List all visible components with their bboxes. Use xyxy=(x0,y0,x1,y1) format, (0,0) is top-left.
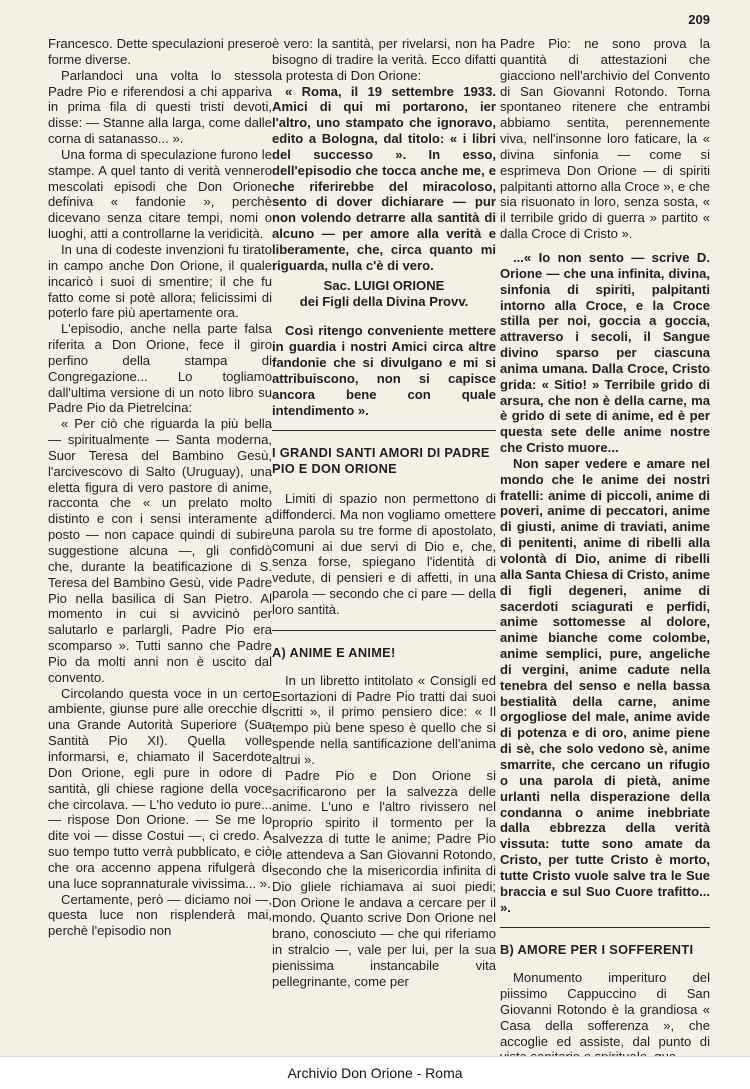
archive-footer: Archivio Don Orione - Roma xyxy=(0,1056,750,1089)
paragraph: Circolando questa voce in un certo ambiente, giunse pure alle orecchie di una Grande Autorità Superiore (Sua Santità Pio XI). Quella volle informarsi, e, chiamato il Sacerdote Don Orione, egli pure in odore di santità, gli chiese ragione della voce che circolava. — L'ho veduto io pure... — rispose Don Orione. — Se me lo dite voi — disse Costui —, ci credo. A suo tempo tutto verrà pubblicato, e ciò che ora accenno appena rifulgerà di una luce soprannaturale vivissima... ». xyxy=(48,685,272,891)
divider xyxy=(500,927,710,928)
text-column-1 xyxy=(48,36,272,939)
paragraph: L'episodio, anche nella parte falsa riferita a Don Orione, fece il giro perfino della stampa di Congregazione... Lo togliamo dall'ultima versione di un noto libro su Padre Pio da Pietrelcina: xyxy=(48,321,272,416)
paragraph: Certamente, però — diciamo noi —, questa luce non risplenderà mai, perchè l'episodio non xyxy=(48,891,272,939)
paragraph: Una forma di speculazione furono le stampe. A quel tanto di verità vennero mescolati episodi che Don Orione definiva « fandonie », perchè dicevano senza citare tempi, nomi o luoghi, atti a controllarne la veridicità. xyxy=(48,146,272,242)
orione-quote: ...« Io non sento — scrive D. Orione — che una infinita, divina, sinfonia di spiriti, palpitanti intorno alla Croce, e la Croce stilla per noi, goccia a goccia, attraverso i secoli, il Sangue divino sparso per ciascuna anima umana. Dalla Croce, Cristo grida: « Sitio! » Terribile grido di arsura, che non è della carne, ma è grido di sete di anime, ed è per questa sete delle anime nostre che Cristo muore... xyxy=(500,249,710,456)
paragraph: In una di codeste invenzioni fu tirato in campo anche Don Orione, il quale incaricò i suoi di smentire; il che fu fatto come si potè allora; felicissimi di poterlo fare più apertamente ora. xyxy=(48,241,272,321)
paragraph: Padre Pio: ne sono prova la quantità di attestazioni che giacciono nell'archivio del Convento di San Giovanni Rotondo. Torna spontaneo ritenere che entrambi abbiamo sentita, perennemente viva, nell'insonne loro faticare, la « divina sinfonia — come si esprimeva Don Orione — di spiriti palpitanti attorno alla Croce », e che sia risuonato in loro, senza sosta, « il terribile grido di guerra » partito « dalla Croce di Cristo ». xyxy=(500,36,710,242)
protest-letter: « Roma, il 19 settembre 1933. Amici di qui mi portarono, ier l'altro, uno stampato che ignoravo, edito a Bologna, dal titolo: « i libri del successo ». In esso, dell'episodio che tocca anche me, e che riferirebbe del miracoloso, sento di dover dichiarare — pur non volendo detrarre alla santità di alcuno — per amore alla verità e liberamente, che, circa quanto mi riguarda, nulla c'è di vero. xyxy=(272,83,496,273)
text-column-2 xyxy=(272,36,496,990)
paragraph: Limiti di spazio non permettono di diffonderci. Ma non vogliamo omettere una parola su tre forme di apostolato, comuni ai due servi di Dio e, che, senza forse, spiegano l'identità di vedute, di pensieri e di affetti, in una parola — secondo che ci pare — della loro santità. xyxy=(272,491,496,617)
protest-letter-end: Così ritengo conveniente mettere in guardia i nostri Amici circa altre fandonie che si divulgano e mi si attribuiscono, non si capisce ancora bene con quale intendimento ». xyxy=(272,323,496,418)
paragraph: In un libretto intitolato « Consigli ed Esortazioni di Padre Pio tratti dai suoi scritti », il primo pensiero dice: « Il tempo più bene speso è quello che si spende nella santificazione dell'anima altrui ». xyxy=(272,672,496,767)
text-column-3 xyxy=(500,36,710,1081)
signature-org: dei Figli della Divina Provv. xyxy=(299,293,469,309)
orione-quote: Non saper vedere e amare nel mondo che le anime dei nostri fratelli: anime di piccoli, anime di poveri, anime di peccatori, anime di giusti, anime di traviati, anime di penitenti, anime di ribelli alla volontà di Dio, anime di ribelli alla Santa Chiesa di Cristo, anime di figli degeneri, anime di sacerdoti sciagurati e perfidi, anime sottomesse al dolore, anime bianche come colombe, anime semplici, pure, angeliche di vergini, anime cadute nella tenebra del senso e nella bassa bestialità della carne, anime orgogliose del male, anime avide di potenza e di oro, anime piene di sè, che solo vedono sè, anime smarrite, che cercano un rifugio o una parola di pietà, anime urlanti nella disperazione della condanna o anime inebbriate dalla ebbrezza della verità vissuta: tutte sono amate da Cristo, per tutte Cristo è morto, tutte Cristo vuole salve tra le Sue braccia e sul Suo Cuore trafitto... ». xyxy=(500,455,710,915)
paragraph: Monumento imperituro del piissimo Cappuccino di San Giovanni Rotondo è la grandiosa « Casa della sofferenza », che accoglie ed assiste, dal punto di xyxy=(500,970,710,1049)
section-heading: A) ANIME E ANIME! xyxy=(272,644,396,660)
paragraph: è vero: la santità, per rivelarsi, non ha bisogno di tradire la verità. Ecco difatti la protesta di Don Orione: xyxy=(272,36,496,83)
page-number: 209 xyxy=(688,12,710,27)
divider xyxy=(272,630,496,631)
signature-name: Sac. LUIGI ORIONE xyxy=(323,277,445,293)
paragraph: Padre Pio e Don Orione si sacrificarono per la salvezza delle anime. L'uno e l'altro rivissero nel proprio spirito il tormento per la salvezza di tutte le anime; Padre Pio le attendeva a San Giovanni Rotondo, secondo che la misericordia infinita di Dio gliele richiamava ai suoi piedi; Don Orione le andava a cercare per il mondo. Quanto scrive Don Orione nel brano, conosciuto — che qui riferiamo in stralcio —, vale per lui, per la sua pienissima instancabile vita pellegrinante, come per xyxy=(272,767,496,989)
section-heading: B) AMORE PER I SOFFERENTI xyxy=(500,942,694,958)
paragraph: Francesco. Dette speculazioni presero forme diverse. xyxy=(48,36,272,67)
divider xyxy=(272,430,496,431)
paragraph: Parlandoci una volta lo stesso Padre Pio e riferendosi a chi appariva in prima fila di questi tristi devoti, disse: — Stanne alla larga, come dalle corna di satanasso... ». xyxy=(48,67,272,147)
quote-paragraph: « Per ciò che riguarda la più bella — spiritualmente — Santa moderna, Suor Teresa del Bambino Gesù, l'arcivescovo di Salto (Uruguay), una eletta figura di vero pastore di anime, racconta che « un prelato molto distinto e con i sensi interamente a posto — non capace quindi di subire suggestione alcuna —, gli confidò che, durante la beatificazione di S. Teresa del Bambino Gesù, vide Padre Pio nella basilica di San Pietro. Al momento in cui si avvicinò per salutarlo e parlargli, Padre Pio era scomparso ». Tutti sanno che Padre Pio da molti anni non è uscito dal convento. xyxy=(48,416,272,685)
section-heading: I GRANDI SANTI AMORI DI PADRE PIO E DON ORIONE xyxy=(272,445,490,477)
